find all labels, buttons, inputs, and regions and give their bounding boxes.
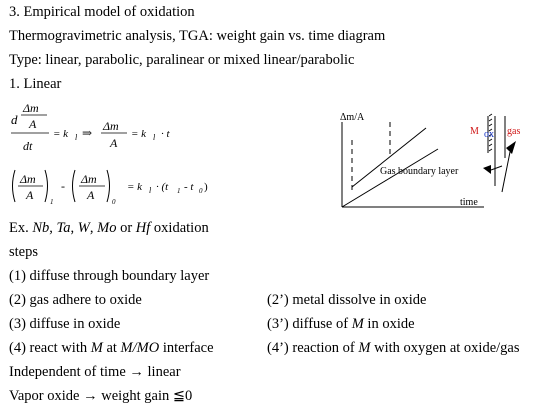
step-4: (4) react with M at M/MO interface <box>9 340 214 356</box>
eq3-t1-sub: 1 <box>50 198 54 206</box>
eq2-sub: l <box>153 133 156 142</box>
eq2-dm: Δm <box>103 119 119 133</box>
eq1-dt: dt <box>23 139 33 153</box>
step-3-prime: (3’) diffuse of M in oxide <box>267 316 415 332</box>
linear-line-shallow <box>342 149 438 207</box>
svg-text:0: 0 <box>199 187 203 195</box>
eq3-sub: l <box>149 186 152 195</box>
svg-text:): ) <box>204 181 208 193</box>
gas-label: gas <box>507 126 521 137</box>
linear-heading: 1. Linear <box>9 76 62 92</box>
eq3-rhs: = k <box>127 181 143 193</box>
eq3-t0-sub: 0 <box>112 198 116 206</box>
steps-heading: steps <box>9 244 38 260</box>
independent-line: Independent of time → linear <box>9 364 181 380</box>
step-4-prime: (4’) reaction of M with oxygen at oxide/gas <box>267 340 520 356</box>
step-1: (1) diffuse through boundary layer <box>9 268 210 284</box>
eq1-d: d <box>11 112 18 127</box>
examples-line: Ex. Nb, Ta, W, Mo or Hf oxidation <box>9 220 209 236</box>
linear-rate-equations <box>9 100 249 215</box>
eq3-tail: · (t <box>156 181 169 193</box>
eq1-dm: Δm <box>23 101 39 115</box>
y-axis-label: Δm/A <box>340 112 365 123</box>
eq2-t: · t <box>161 128 170 140</box>
metal-label: M <box>470 126 479 137</box>
eq3-A2: A <box>87 188 95 202</box>
boundary-layer-label: Gas boundary layer <box>380 166 459 177</box>
type-description: Type: linear, parabolic, paralinear or mixed linear/parabolic <box>9 52 355 68</box>
eq3-A1: A <box>26 188 34 202</box>
eq3-dm2: Δm <box>81 172 97 186</box>
vapor-line: Vapor oxide → weight gain ≦0 <box>9 388 193 404</box>
section-heading: 3. Empirical model of oxidation <box>9 4 195 20</box>
eq1-rhs: = k <box>53 128 69 140</box>
eq2-A: A <box>110 136 118 150</box>
eq3-minus: - t <box>184 181 194 193</box>
tga-description: Thermogravimetric analysis, TGA: weight gain vs. time diagram <box>9 28 386 44</box>
eq3-dm1: Δm <box>20 172 36 186</box>
step-3: (3) diffuse in oxide <box>9 316 121 332</box>
tga-linear-diagram <box>330 108 550 216</box>
svg-text:1: 1 <box>177 187 181 195</box>
step-2-prime: (2’) metal dissolve in oxide <box>267 292 427 308</box>
eq1-A: A <box>29 117 37 131</box>
eq2-rhs: = k <box>131 128 147 140</box>
eq-arrow: ⇒ <box>82 126 93 140</box>
eq1-sub: l <box>75 133 78 142</box>
x-axis-label: time <box>460 197 478 208</box>
step-2: (2) gas adhere to oxide <box>9 292 142 308</box>
oxide-label: ox <box>484 129 494 140</box>
svg-text:-: - <box>61 179 65 193</box>
